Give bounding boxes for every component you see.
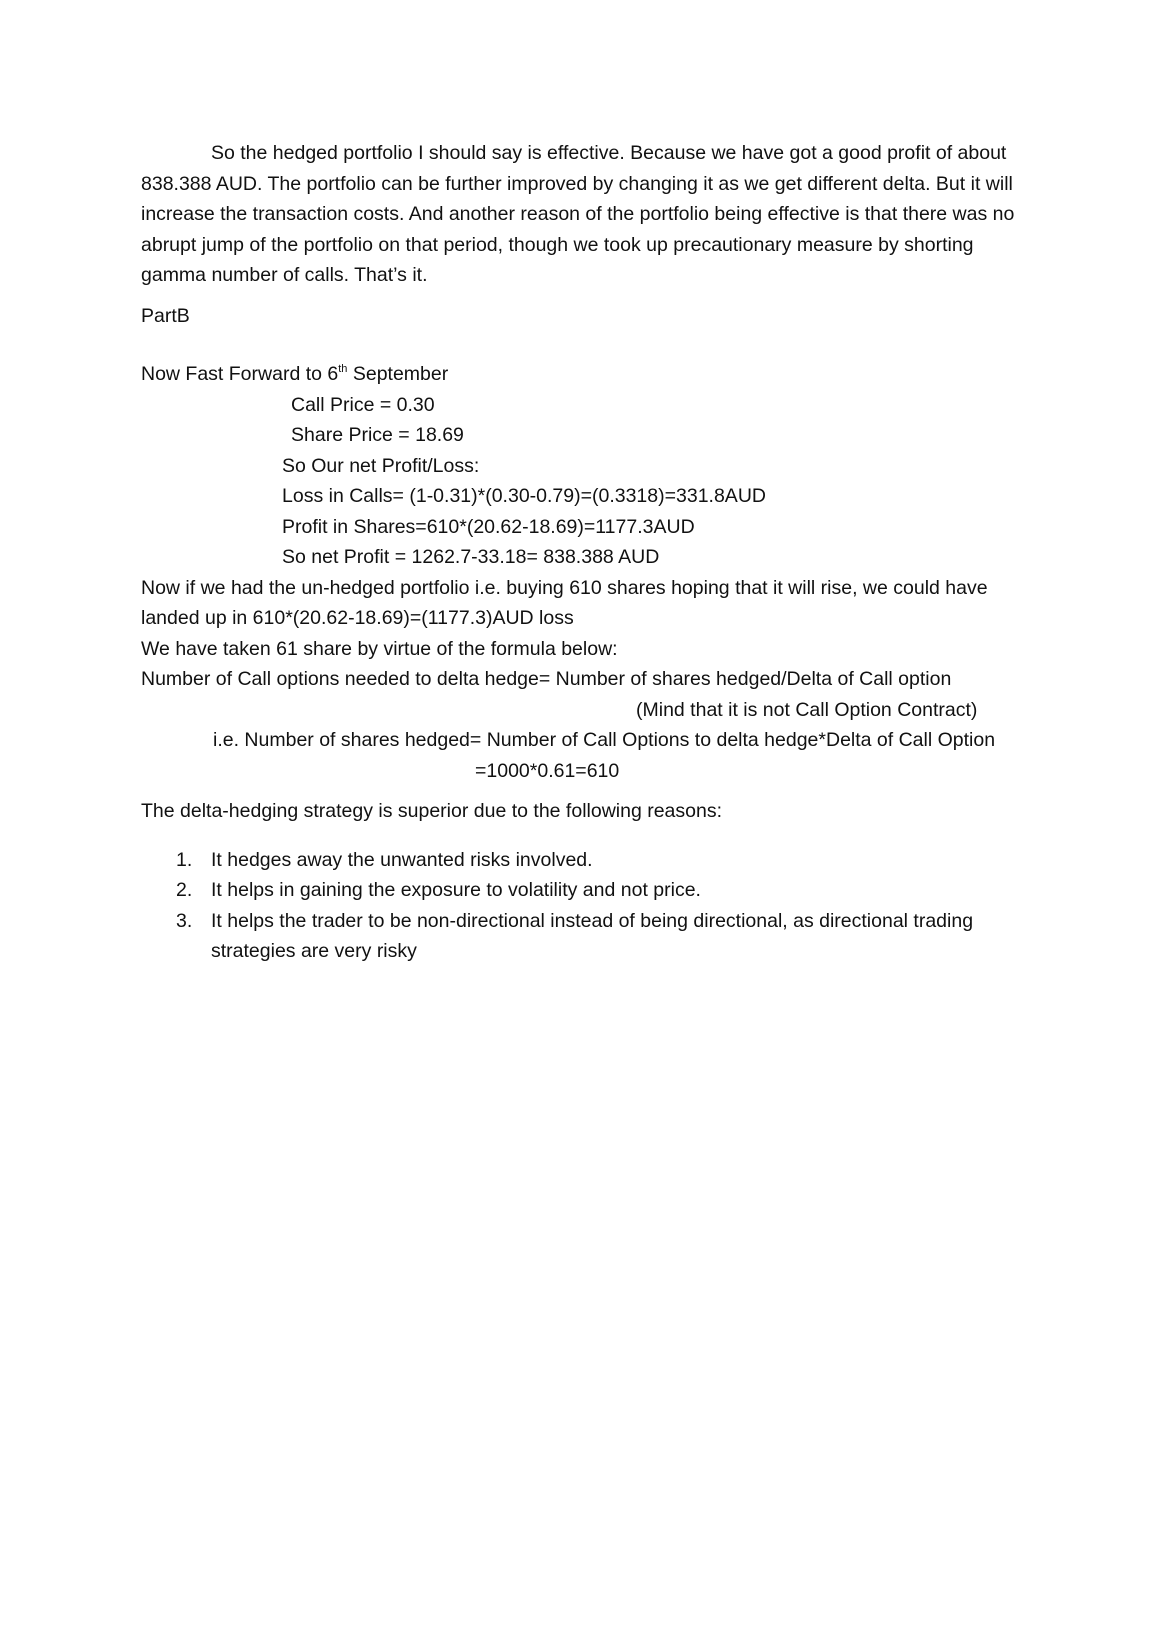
loss-in-calls-line: Loss in Calls= (1-0.31)*(0.30-0.79)=(0.3318)=331.8AUD bbox=[282, 485, 766, 507]
unhedged-line-1: Now if we had the un-hedged portfolio i.e. buying 610 shares hoping that it will rise, we could have bbox=[141, 576, 988, 599]
fast-forward-line bbox=[141, 359, 1021, 390]
net-profit-loss-label: So Our net Profit/Loss: bbox=[282, 454, 480, 477]
share-price-line: Share Price = 18.69 bbox=[291, 424, 464, 446]
ie-formula-line: i.e. Number of shares hedged= Number of Call Options to delta hedge*Delta of Call Option bbox=[213, 729, 996, 751]
list-item-number: 3. bbox=[176, 909, 193, 932]
conclusion-paragraph: So the hedged portfolio I should say is effective. Because we have got a good profit of about 838.388 AUD. The portfolio can be further improved by changing it as we get different delta. But it will increase the transaction costs. And another reason of the portfolio being effective is that there was no abrupt jump of the portfolio on that period, though we took up precautionary measure by shorting gamma number of calls. That’s it. bbox=[141, 142, 1015, 286]
unhedged-line-2: landed up in 610*(20.62-18.69)=(1177.3)AUD loss bbox=[141, 607, 574, 629]
list-item-text: It helps in gaining the exposure to volatility and not price. bbox=[211, 879, 701, 901]
net-profit-line: So net Profit = 1262.7-33.18= 838.388 AUD bbox=[282, 546, 660, 568]
result-line: =1000*0.61=610 bbox=[475, 759, 620, 782]
fast-forward-suffix: September bbox=[347, 363, 449, 385]
list-item-number: 1. bbox=[176, 848, 193, 871]
profit-in-shares-line: Profit in Shares=610*(20.62-18.69)=1177.3AUD bbox=[282, 515, 695, 538]
fast-forward-prefix: Now Fast Forward to 6 bbox=[141, 363, 339, 385]
taken-61-line: We have taken 61 share by virtue of the formula below: bbox=[141, 637, 618, 660]
reasons-intro: The delta-hedging strategy is superior due to the following reasons: bbox=[141, 800, 723, 822]
call-price-line: Call Price = 0.30 bbox=[291, 393, 435, 416]
list-item-text: It helps the trader to be non-directional instead of being directional, as directional trading strategies are very risky bbox=[211, 909, 974, 962]
document-body bbox=[141, 138, 1021, 967]
list-item bbox=[176, 845, 1021, 876]
formula-line: Number of Call options needed to delta hedge= Number of shares hedged/Delta of Call option bbox=[141, 668, 952, 690]
list-item bbox=[176, 875, 1021, 906]
part-b-heading: PartB bbox=[141, 304, 190, 327]
list-item-text: It hedges away the unwanted risks involved. bbox=[211, 848, 593, 871]
list-item bbox=[176, 906, 1021, 967]
reasons-list bbox=[141, 845, 1021, 967]
mind-note-line: (Mind that it is not Call Option Contract) bbox=[636, 698, 978, 721]
fast-forward-superscript: th bbox=[338, 363, 348, 375]
list-item-number: 2. bbox=[176, 879, 193, 901]
